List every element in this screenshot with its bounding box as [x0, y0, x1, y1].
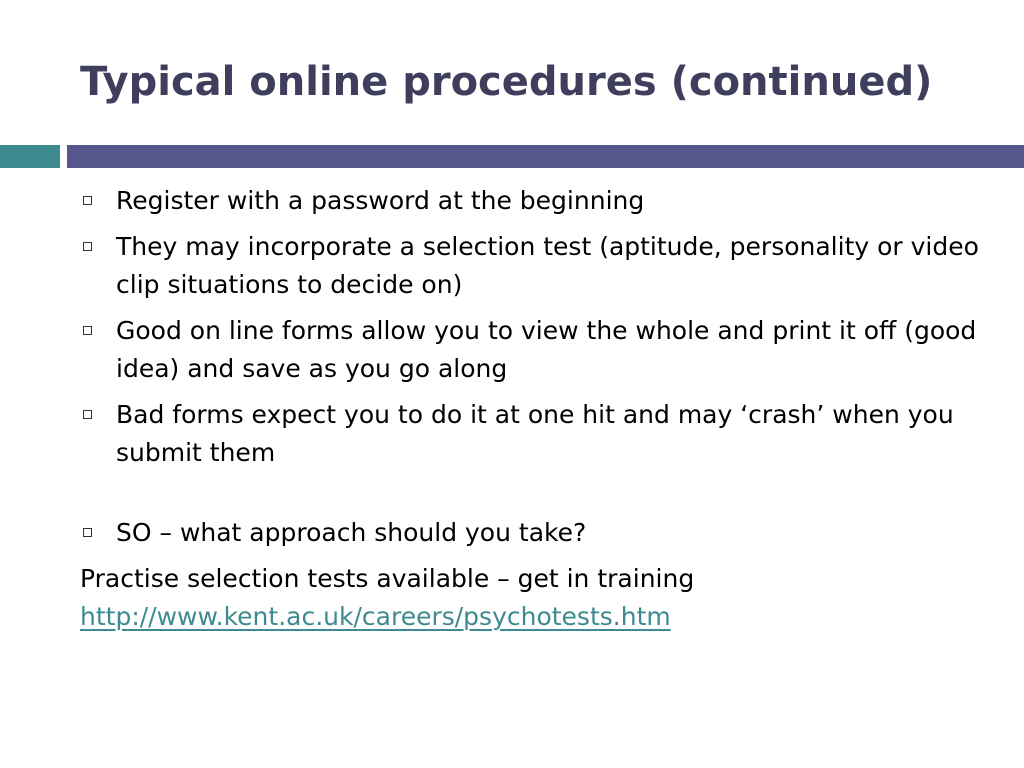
bullet-item: [80, 312, 980, 388]
bullet-text: Register with a password at the beginning: [116, 186, 645, 215]
square-bullet-icon: [83, 242, 92, 251]
practise-tests-line: Practise selection tests available – get in training: [80, 564, 695, 593]
bullet-text: Bad forms expect you to do it at one hit and may ‘crash’ when you submit them: [116, 400, 954, 467]
slide-content: [80, 182, 980, 636]
closing-bullet-list: [80, 514, 980, 552]
title-underline-purple-bar: [67, 145, 1024, 168]
spacer: [80, 480, 980, 514]
square-bullet-icon: [83, 410, 92, 419]
closing-bullet-item: [80, 514, 980, 552]
bullet-item: [80, 396, 980, 472]
psychotests-link-line: [80, 598, 980, 636]
bullet-list: [80, 182, 980, 472]
square-bullet-icon: [83, 528, 92, 537]
slide-title: Typical online procedures (continued): [80, 59, 933, 105]
bullet-text: Good on line forms allow you to view the whole and print it off (good idea) and save as you go along: [116, 316, 977, 383]
closing-bullet-text: SO – what approach should you take?: [116, 518, 587, 547]
square-bullet-icon: [83, 326, 92, 335]
bullet-item: [80, 228, 980, 304]
bullet-text: They may incorporate a selection test (aptitude, personality or video clip situations to decide on): [116, 232, 979, 299]
psychotests-link[interactable]: http://www.kent.ac.uk/careers/psychotests.htm: [80, 602, 671, 631]
bullet-item: [80, 182, 980, 220]
square-bullet-icon: [83, 196, 92, 205]
title-underline-teal-bar: [0, 145, 60, 168]
